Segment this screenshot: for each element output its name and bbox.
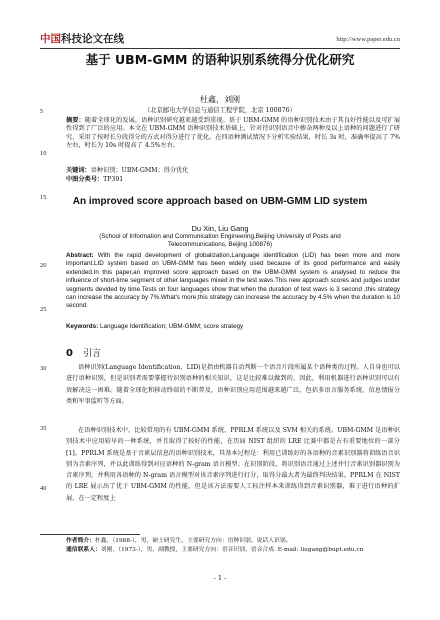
line-number: 5 [40, 108, 44, 115]
zh-abstract: 摘要：随着全球化的发展，语种识别研究越来越受到重视。基于 UBM-GMM 的语种识别技术由于其良好性能以及可扩展性得到了广泛的应用。本文在 UBM-GMM 语种识别技术基础上，针对待识别语音中掺杂两种及以上语种的问题进行了研究，采用了按时长分段得分的方式对得分进行了优化。在四语种测试情况下分析实验结果，时长 3s 时，准确率提高了 7%左右，时长为 10s 时提高了 4.5%左右。 [66, 117, 401, 149]
site-logo: 中国科技论文在线 [40, 33, 124, 45]
page-header [40, 33, 400, 47]
line-number: 15 [40, 194, 47, 201]
line-number: 20 [40, 262, 47, 269]
authors: 杜鑫，刘刚 [200, 95, 240, 104]
line-number: 40 [40, 485, 47, 492]
section-heading: 0 引言 [66, 348, 101, 359]
english-affiliation: (School of Information and Communication Engineering,Beijing University of Posts and Telecommunications, Beijing 100876) [99, 233, 341, 249]
english-title: An improved score approach based on UBM-GMM LID system [72, 196, 368, 207]
zh-keywords: 关键词：语种识别；UBM-GMM；得分优化 [66, 167, 189, 174]
english-authors: Du Xin, Liu Gang [191, 224, 249, 233]
intro-paragraph-2: 在语种识别技术中，比较常用的有 UBM-GMM 系统、PPRLM 系统以及 SVM 相关的系统。UBM-GMM 是语种识别技术中应用较早的一种系统，并且取得了较好的性能，在历届 NIST 组织的 LRE 比赛中都是占有重要地位的一部分[1]。PPRLM 系统是基于音素层信息的语种识别技术，其基本过程是：利用已训练好的各语种的音素识别器将训练语音识别为音素序列，并以此训练得到对应语种的 N-gram 语言模型；在识别阶段，将识别语音通过上述并行音素识别器识别为音素序列，并利用各语种的 N-gram 语言模型对该音素序列进行打分，取得分最大者为最终判决结果。PPRLM 在 NIST 的 LRE 展示出了优于 UBM-GMM 的性能，但是该方法需要人工标注样本来训练得到音素识别器，难于进行语种的扩展，在一定程度上 [66, 427, 400, 502]
english-abstract: Abstract: With the rapid development of globalization,Language identification (LID) has been more and more important.LID system based on UBM-GMM has been widely used because of its good performance and easily extended.In this paper,an improved score approach based on the UBM-GMM system is analysed to reduce the influence of short-time segment of other languages mixed in the test wavs.This new approach scores and judges under segments devided by time.Tests on four languages show that when the duration of test wavs is 3 second ,this strategy can increase the accuracy by 7%.What's more,this strategy can increase the accuracy by 4.5% when the duration is 10 second. [66, 252, 400, 310]
author-bio: 作者简介：杜鑫，（1988-），男，硕士研究生，主要研究方向：语种识别、说话人识别。 [66, 538, 292, 544]
affiliation: （北京邮电大学信息与通信工程学院，北京 100876） [144, 107, 296, 114]
page-number: - 1 - [213, 574, 227, 582]
english-keywords: Keywords: Language Identification; UBM-GMM; score strategy [66, 323, 244, 330]
line-number: 30 [40, 365, 47, 372]
footnote-divider [40, 534, 140, 535]
header-divider [40, 48, 400, 49]
line-number: 35 [40, 425, 47, 432]
line-number: 25 [40, 306, 47, 313]
site-url[interactable]: http://www.paper.edu.cn [336, 36, 400, 43]
paper-title: 基于 UBM-GMM 的语种识别系统得分优化研究 [85, 52, 355, 67]
intro-paragraph-1: 语种识别(Language Identification，LID)是指由机器自动判断一个语音片段所属某个语种类的过程。人自身也可以进行语种识别，但是识别者需要掌握待识别语种的相关知识，这是比较难以做到的，因此，利用机器进行语种识别可以有效解决这一困难。随着全球化和移动终端的不断普及，语种识别应用范围越来越广泛，包括多语言服务系统、信息情报分类和军事监听等方面。 [66, 364, 400, 405]
zh-classification: 中图分类号：TP391 [66, 176, 124, 183]
line-number: 10 [40, 150, 47, 157]
contact-info: 通信联系人：刘刚，（1973-），男，副教授，主要研究方向：语音识别、语音合成. E-mail: liugang@bupt.edu.cn [66, 547, 364, 553]
